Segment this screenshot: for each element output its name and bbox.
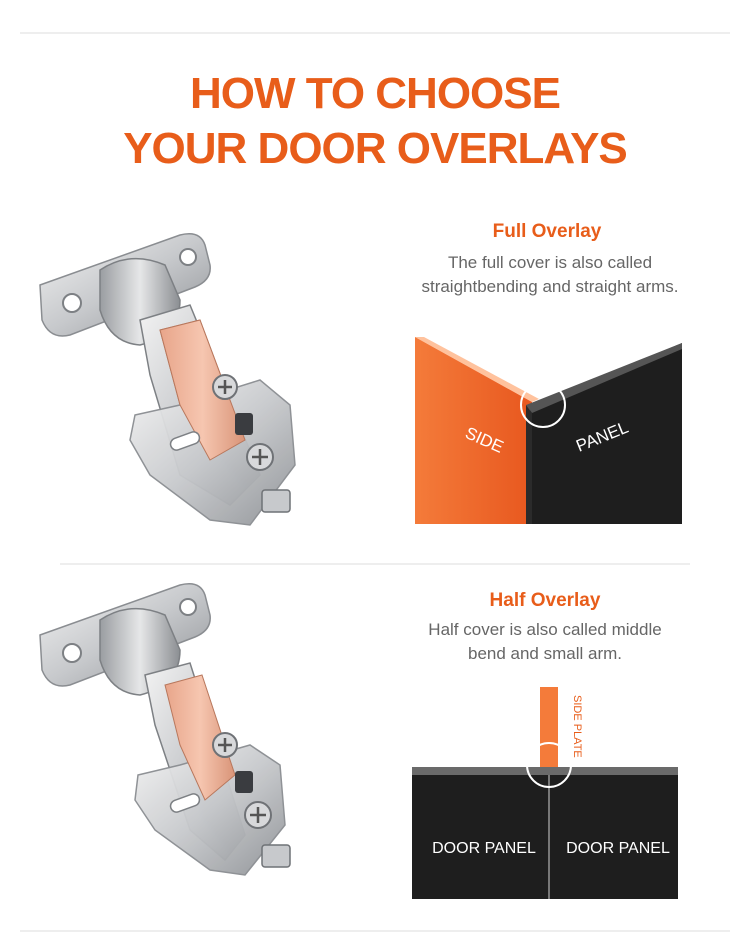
bottom-divider bbox=[20, 930, 730, 932]
full-overlay-description-line-1: The full cover is also called bbox=[447, 253, 653, 272]
middle-divider bbox=[60, 563, 690, 565]
full-overlay-description-line-2: straightbending and straight arms. bbox=[421, 277, 679, 296]
side-plate-shape bbox=[540, 687, 558, 769]
half-overlay-heading: Half Overlay bbox=[489, 590, 601, 611]
full-overlay-heading: Full Overlay bbox=[492, 221, 602, 242]
left-door-panel-label: DOOR PANEL bbox=[432, 840, 536, 857]
right-door-panel-label: DOOR PANEL bbox=[566, 840, 670, 857]
hinge-image-full-overlay bbox=[30, 225, 360, 535]
side-plate-label: SIDE PLATE bbox=[571, 695, 583, 758]
full-overlay-side-label: SIDE bbox=[462, 423, 507, 457]
full-overlay-diagram bbox=[414, 337, 684, 527]
left-door-panel bbox=[412, 775, 548, 899]
half-overlay-description-line-2: bend and small arm. bbox=[467, 644, 623, 663]
right-door-panel bbox=[550, 775, 678, 899]
page-title-line-2: YOUR DOOR OVERLAYS bbox=[123, 124, 627, 173]
page-title-line-1: HOW TO CHOOSE bbox=[190, 69, 560, 118]
hinge-image-half-overlay bbox=[30, 575, 360, 885]
half-overlay-diagram bbox=[410, 685, 682, 901]
top-divider bbox=[20, 32, 730, 34]
full-overlay-panel-label: PANEL bbox=[573, 417, 632, 456]
half-overlay-description bbox=[380, 618, 710, 666]
full-overlay-description bbox=[385, 251, 715, 299]
half-overlay-description-line-1: Half cover is also called middle bbox=[428, 620, 662, 639]
